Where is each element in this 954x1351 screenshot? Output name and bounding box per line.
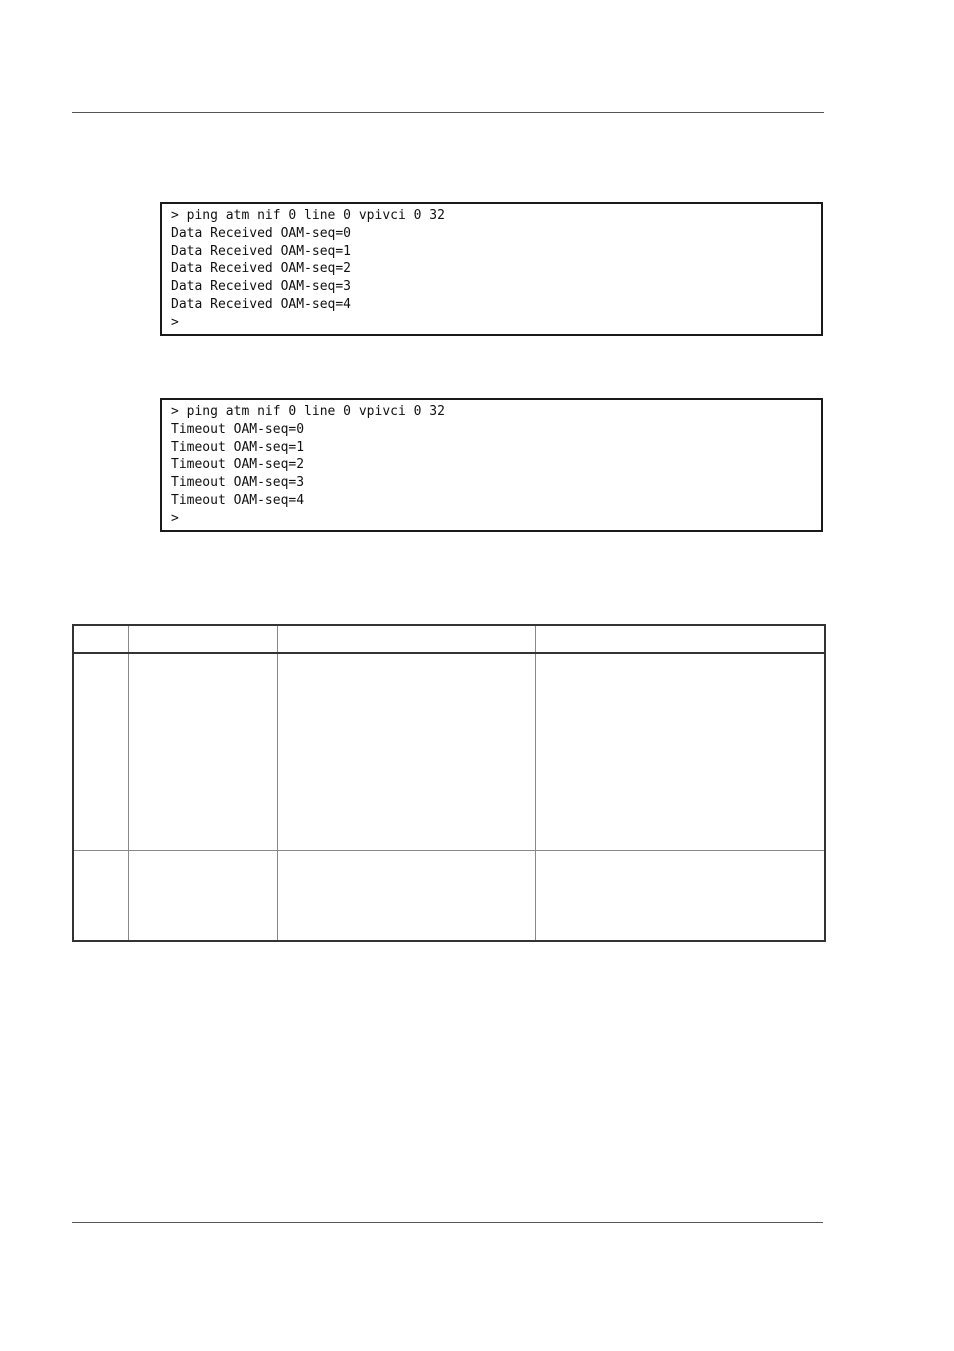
table-cell <box>73 653 128 851</box>
table-cell <box>73 851 128 942</box>
console-line: > ping atm nif 0 line 0 vpivci 0 32 <box>171 404 445 419</box>
console-prompt: > <box>171 314 179 330</box>
table-cell <box>277 653 535 851</box>
console-line: Data Received OAM-seq=4 <box>171 296 352 312</box>
table-row <box>73 851 825 942</box>
header-rule <box>72 112 824 113</box>
console-line: Timeout OAM-seq=2 <box>171 457 305 473</box>
console-line: Data Received OAM-seq=2 <box>171 261 352 277</box>
table-cell <box>128 851 277 942</box>
console-prompt: > <box>171 510 179 526</box>
table-cell <box>535 851 825 942</box>
table-header-cell <box>277 625 535 653</box>
console-line: Data Received OAM-seq=1 <box>171 243 352 259</box>
table-row <box>73 653 825 851</box>
console-output-timeout <box>160 398 823 532</box>
table-header-cell <box>73 625 128 653</box>
console-line: Data Received OAM-seq=0 <box>171 225 352 241</box>
troubleshooting-table <box>72 624 826 942</box>
table-cell <box>128 653 277 851</box>
table-cell <box>535 653 825 851</box>
console-line: Timeout OAM-seq=1 <box>171 439 305 455</box>
table-header-cell <box>128 625 277 653</box>
console-output-success <box>160 202 823 336</box>
table-cell <box>277 851 535 942</box>
console-line: > ping atm nif 0 line 0 vpivci 0 32 <box>171 208 445 223</box>
table-header-cell <box>535 625 825 653</box>
footer-rule <box>72 1222 823 1223</box>
table-header-row <box>73 625 825 653</box>
console-line: Timeout OAM-seq=4 <box>171 492 305 508</box>
console-line: Timeout OAM-seq=3 <box>171 475 305 491</box>
console-line: Data Received OAM-seq=3 <box>171 279 352 295</box>
console-line: Timeout OAM-seq=0 <box>171 421 305 437</box>
